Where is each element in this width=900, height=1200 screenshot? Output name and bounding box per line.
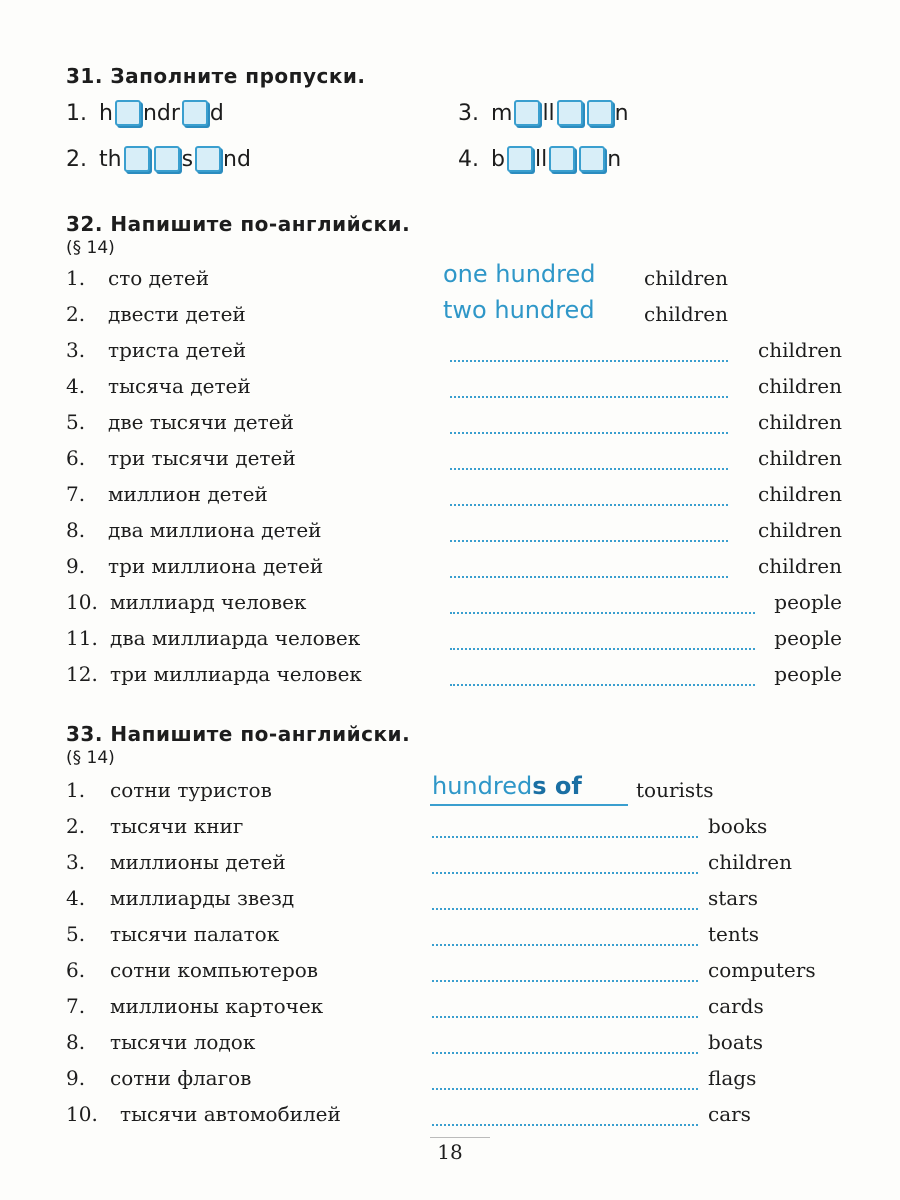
russian-phrase: два миллиона детей <box>108 518 322 542</box>
word-fragment: b <box>491 146 505 172</box>
russian-phrase: два миллиарда человек <box>110 626 361 650</box>
answer-blank[interactable] <box>432 908 698 910</box>
filled-answer: two hundred <box>443 296 595 324</box>
english-noun: children <box>644 266 728 290</box>
answer-blank[interactable] <box>450 648 755 650</box>
english-noun: flags <box>708 1066 757 1090</box>
letter-gap-box[interactable] <box>115 100 141 126</box>
item-number: 1. <box>66 100 87 126</box>
row-number: 10. <box>66 590 98 614</box>
russian-phrase: тысяча детей <box>108 374 251 398</box>
russian-phrase: сто детей <box>108 266 210 290</box>
exercise-row <box>0 662 900 698</box>
russian-phrase: три миллиарда человек <box>110 662 362 686</box>
exercise-row <box>0 626 900 662</box>
english-noun: cards <box>708 994 764 1018</box>
russian-phrase: миллионы детей <box>110 850 286 874</box>
row-number: 9. <box>66 554 86 578</box>
word-fragment: ll <box>542 100 555 126</box>
russian-phrase: двести детей <box>108 302 246 326</box>
row-number: 11. <box>66 626 98 650</box>
filled-answer <box>432 772 582 800</box>
row-number: 1. <box>66 778 86 802</box>
english-noun: children <box>644 302 728 326</box>
russian-phrase: тысячи книг <box>110 814 244 838</box>
letter-gap-box[interactable] <box>579 146 605 172</box>
exercise-row <box>0 374 900 410</box>
item-number: 2. <box>66 146 87 172</box>
exercise-row <box>0 482 900 518</box>
english-noun: children <box>758 410 842 434</box>
row-number: 3. <box>66 850 86 874</box>
answer-blank[interactable] <box>432 836 698 838</box>
letter-gap-box[interactable] <box>182 100 208 126</box>
letter-gap-box[interactable] <box>507 146 533 172</box>
english-noun: tourists <box>636 778 714 802</box>
exercise-row <box>0 850 900 886</box>
exercise-row <box>0 338 900 374</box>
exercise-row <box>0 814 900 850</box>
ex31-title: 31. Заполните пропуски. <box>66 64 366 88</box>
row-number: 2. <box>66 302 86 326</box>
word-fragment: ndr <box>142 100 180 126</box>
row-number: 9. <box>66 1066 86 1090</box>
ex32-title: 32. Напишите по-английски. <box>66 212 411 236</box>
word-fragment: n <box>614 100 629 126</box>
answer-blank[interactable] <box>450 396 728 398</box>
russian-phrase: миллиард человек <box>110 590 307 614</box>
answer-blank[interactable] <box>432 1016 698 1018</box>
gap-word-item <box>66 146 251 172</box>
english-noun: books <box>708 814 768 838</box>
russian-phrase: три миллиона детей <box>108 554 324 578</box>
row-number: 8. <box>66 518 86 542</box>
word-fragment: d <box>209 100 224 126</box>
word-fragment: nd <box>223 146 251 172</box>
exercise-row <box>0 922 900 958</box>
row-number: 6. <box>66 958 86 982</box>
russian-phrase: миллион детей <box>108 482 268 506</box>
russian-phrase: сотни туристов <box>110 778 272 802</box>
answer-blank[interactable] <box>450 684 755 686</box>
ex33-title: 33. Напишите по-английски. <box>66 722 411 746</box>
exercise-row <box>0 886 900 922</box>
word-fragment: n <box>607 146 622 172</box>
ex32-section-ref: (§ 14) <box>66 238 115 258</box>
exercise-row <box>0 590 900 626</box>
answer-blank[interactable] <box>450 612 755 614</box>
answer-blank[interactable] <box>432 1124 698 1126</box>
row-number: 5. <box>66 410 86 434</box>
letter-gap-box[interactable] <box>154 146 180 172</box>
row-number: 10. <box>66 1102 98 1126</box>
row-number: 4. <box>66 886 86 910</box>
page-number-rule <box>430 1137 490 1138</box>
exercise-row <box>0 1066 900 1102</box>
exercise-row <box>0 554 900 590</box>
answer-part-hundred: hundred <box>432 772 533 800</box>
answer-blank[interactable] <box>432 1052 698 1054</box>
letter-gap-box[interactable] <box>557 100 583 126</box>
filled-answer: one hundred <box>443 260 596 288</box>
row-number: 12. <box>66 662 98 686</box>
word-fragment: h <box>99 100 113 126</box>
russian-phrase: тысячи палаток <box>110 922 280 946</box>
english-noun: people <box>774 626 842 650</box>
ex33-section-ref: (§ 14) <box>66 748 115 768</box>
row-number: 1. <box>66 266 86 290</box>
english-noun: people <box>774 662 842 686</box>
english-noun: tents <box>708 922 760 946</box>
english-noun: stars <box>708 886 759 910</box>
english-noun: computers <box>708 958 816 982</box>
row-number: 8. <box>66 1030 86 1054</box>
russian-phrase: сотни флагов <box>110 1066 252 1090</box>
gap-word-item <box>66 100 224 126</box>
answer-blank[interactable] <box>450 360 728 362</box>
russian-phrase: тысячи лодок <box>110 1030 256 1054</box>
page-number: 18 <box>437 1140 463 1164</box>
answer-blank[interactable] <box>450 540 728 542</box>
row-number: 7. <box>66 994 86 1018</box>
exercise-row <box>0 518 900 554</box>
answer-blank[interactable] <box>432 944 698 946</box>
english-noun: children <box>758 374 842 398</box>
russian-phrase: две тысячи детей <box>108 410 294 434</box>
word-fragment: m <box>491 100 513 126</box>
exercise-row <box>0 1030 900 1066</box>
exercise-row <box>0 772 900 814</box>
english-noun: children <box>708 850 792 874</box>
row-number: 5. <box>66 922 86 946</box>
russian-phrase: тысячи автомобилей <box>120 1102 341 1126</box>
item-number: 4. <box>458 146 479 172</box>
row-number: 7. <box>66 482 86 506</box>
letter-gap-box[interactable] <box>587 100 613 126</box>
exercise-row <box>0 1102 900 1138</box>
english-noun: cars <box>708 1102 751 1126</box>
answer-blank[interactable] <box>450 576 728 578</box>
row-number: 2. <box>66 814 86 838</box>
exercise-row <box>0 958 900 994</box>
row-number: 6. <box>66 446 86 470</box>
english-noun: boats <box>708 1030 764 1054</box>
answer-blank[interactable] <box>432 1088 698 1090</box>
exercise-row <box>0 410 900 446</box>
answer-blank[interactable] <box>432 872 698 874</box>
english-noun: children <box>758 338 842 362</box>
answer-blank[interactable] <box>450 504 728 506</box>
russian-phrase: три тысячи детей <box>108 446 296 470</box>
english-noun: people <box>774 590 842 614</box>
russian-phrase: миллионы карточек <box>110 994 324 1018</box>
english-noun: children <box>758 554 842 578</box>
russian-phrase: триста детей <box>108 338 247 362</box>
gap-word-item <box>458 100 629 126</box>
russian-phrase: сотни компьютеров <box>110 958 319 982</box>
answer-blank[interactable] <box>432 980 698 982</box>
answer-underline <box>430 804 628 806</box>
exercise-row <box>0 994 900 1030</box>
english-noun: children <box>758 482 842 506</box>
letter-gap-box[interactable] <box>195 146 221 172</box>
row-number: 3. <box>66 338 86 362</box>
russian-phrase: миллиарды звезд <box>110 886 295 910</box>
word-fragment: s <box>181 146 194 172</box>
english-noun: children <box>758 446 842 470</box>
letter-gap-box[interactable] <box>549 146 575 172</box>
gap-word-item <box>458 146 621 172</box>
exercise-row <box>0 296 900 338</box>
letter-gap-box[interactable] <box>124 146 150 172</box>
item-number: 3. <box>458 100 479 126</box>
answer-part-s-of: s of <box>532 772 582 800</box>
answer-blank[interactable] <box>450 468 728 470</box>
word-fragment: th <box>99 146 122 172</box>
row-number: 4. <box>66 374 86 398</box>
english-noun: children <box>758 518 842 542</box>
answer-blank[interactable] <box>450 432 728 434</box>
word-fragment: ll <box>534 146 548 172</box>
exercise-row <box>0 446 900 482</box>
letter-gap-box[interactable] <box>514 100 540 126</box>
